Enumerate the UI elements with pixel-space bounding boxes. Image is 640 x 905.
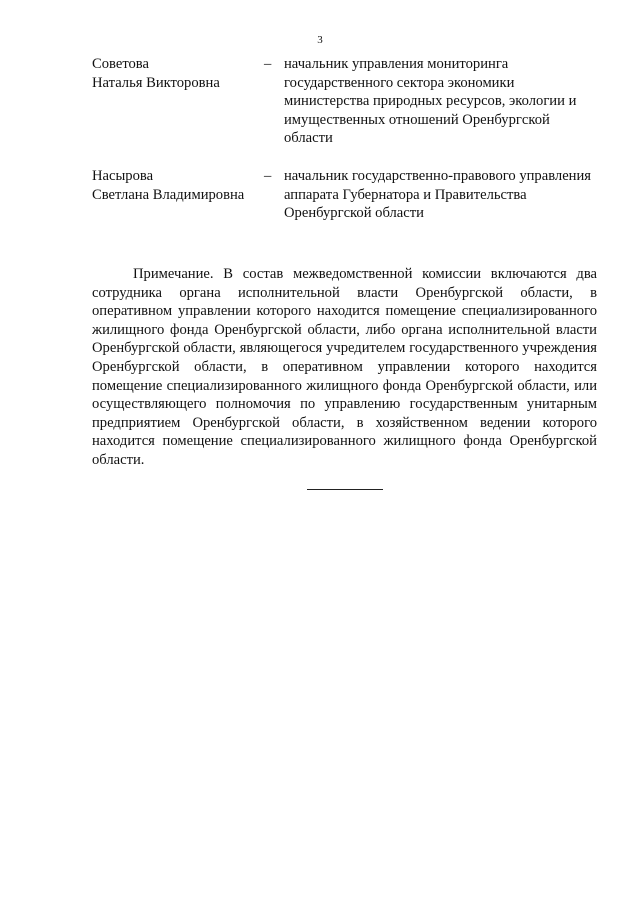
note-paragraph: Примечание. В состав межведомственной комиссии включаются два сотрудника органа исполнительной власти Оренбургской области, в оперативном управлении которого находится помещение специализированного жилищного фонда Оренбургской области, либо органа исполнительной власти Оренбургской области, являющегося учредителем государственного учреждения Оренбургской области, в оперативном управлении которого находится помещение специализированного жилищного фонда Оренбургской области, или осуществляющего полномочия по управлению государственным унитарным предприятием Оренбургской области, в хозяйственном ведении которого находится помещение специализированного жилищного фонда Оренбургской области. <box>92 266 597 468</box>
end-of-document-rule <box>307 489 383 490</box>
member-name <box>92 55 264 148</box>
member-surname: Советова <box>92 56 149 72</box>
page-number: 3 <box>317 34 323 46</box>
member-position: начальник управления мониторинга государственного сектора экономики министерства природных ресурсов, экологии и имущественных отношений Оренбургской области <box>284 56 577 147</box>
member-entry <box>92 55 602 148</box>
member-position: начальник государственно-правового управления аппарата Губернатора и Правительства Оренбургской области <box>284 167 592 222</box>
member-dash: – <box>264 56 272 72</box>
member-entry <box>92 167 602 223</box>
member-given-names: Светлана Владимировна <box>92 186 245 203</box>
member-name <box>92 167 264 223</box>
commission-members-list <box>92 55 602 223</box>
member-dash: – <box>264 167 272 184</box>
member-given-names: Наталья Викторовна <box>92 74 220 91</box>
member-surname: Насырова <box>92 167 154 184</box>
